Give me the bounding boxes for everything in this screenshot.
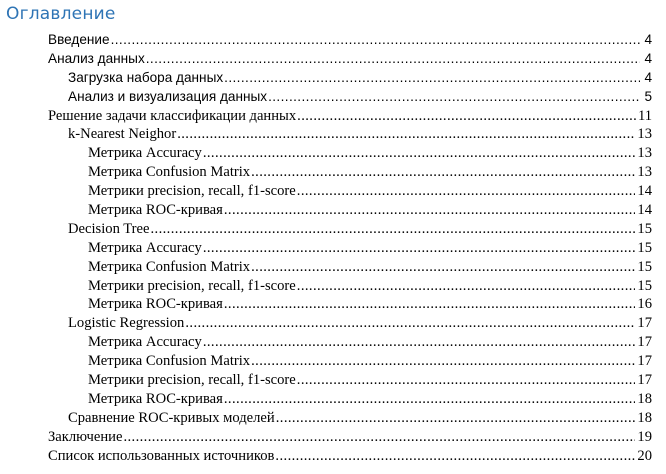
toc-entry[interactable]	[0, 182, 666, 201]
dot-leader	[251, 163, 635, 182]
dot-leader	[224, 69, 640, 88]
toc-entry[interactable]	[0, 295, 666, 314]
toc-entry-label: Logistic Regression	[68, 315, 185, 332]
toc-entry-page-number: 4	[644, 69, 652, 85]
toc-entry[interactable]	[0, 390, 666, 409]
dot-leader	[268, 88, 640, 107]
toc-entry[interactable]	[0, 314, 666, 333]
dot-leader	[203, 239, 636, 258]
dot-leader	[146, 50, 640, 69]
toc-entry-page-number: 13	[637, 164, 652, 181]
dot-leader	[111, 31, 640, 50]
dot-leader	[275, 447, 635, 466]
toc-entry[interactable]	[0, 239, 666, 258]
dot-leader	[123, 428, 635, 447]
toc-entry-page-number: 15	[637, 239, 652, 256]
toc-entry-page-number: 4	[644, 32, 652, 47]
toc-entry[interactable]	[0, 428, 666, 447]
toc-entry[interactable]	[0, 258, 666, 277]
toc-entry-label: Метрика Confusion Matrix	[88, 164, 251, 181]
toc-entry[interactable]	[0, 277, 666, 296]
toc-entry-label: Сравнение ROC-кривых моделей	[68, 409, 275, 426]
toc-entry-page-number: 17	[637, 353, 652, 370]
toc-title: Оглавление	[6, 4, 116, 24]
toc-entry-label: Загрузка набора данных	[68, 69, 224, 85]
toc-entry-label: Метрики precision, recall, f1-score	[88, 372, 296, 389]
toc-entry-page-number: 18	[637, 409, 652, 426]
toc-entry-label: Введение	[48, 32, 110, 47]
toc-entry-label: Заключение	[48, 428, 123, 445]
toc-entry-label: Метрика Confusion Matrix	[88, 258, 251, 275]
toc-entry-page-number: 13	[637, 126, 652, 143]
toc-entry-page-number: 14	[637, 183, 652, 200]
toc-entry[interactable]	[0, 107, 666, 126]
toc-entry[interactable]	[0, 352, 666, 371]
toc-entry-label: Decision Tree	[68, 220, 150, 237]
toc-entry-label: Метрика Confusion Matrix	[88, 353, 251, 370]
toc-entry-page-number: 4	[644, 50, 652, 66]
toc-entry-label: Метрика ROC-кривая	[88, 202, 223, 219]
dot-leader	[150, 220, 635, 239]
toc-entry-label: Метрика Accuracy	[88, 334, 202, 351]
toc-entry-page-number: 14	[637, 202, 652, 219]
toc-entry[interactable]	[0, 371, 666, 390]
toc-entry[interactable]	[0, 333, 666, 352]
toc-entry[interactable]	[0, 31, 666, 50]
toc-entry-page-number: 17	[637, 334, 652, 351]
toc-entry-label: Метрики precision, recall, f1-score	[88, 277, 296, 294]
toc-entry-label: Метрика ROC-кривая	[88, 390, 223, 407]
toc-entry-label: Метрика Accuracy	[88, 239, 202, 256]
toc-entry-label: Список использованных источников	[48, 447, 275, 464]
toc-entry-label: Анализ и визуализация данных	[68, 88, 268, 104]
toc-entry[interactable]	[0, 125, 666, 144]
toc-entry-page-number: 16	[637, 296, 652, 313]
dot-leader	[185, 314, 635, 333]
toc-entry[interactable]	[0, 88, 666, 107]
dot-leader	[177, 125, 635, 144]
toc-entry-label: Метрика Accuracy	[88, 145, 202, 162]
toc-entry-page-number: 17	[637, 372, 652, 389]
dot-leader	[203, 333, 636, 352]
toc-entry-page-number: 11	[637, 107, 652, 124]
toc-entry[interactable]	[0, 447, 666, 466]
toc-entry[interactable]	[0, 201, 666, 220]
toc-entry-label: Анализ данных	[48, 50, 145, 66]
toc-entry[interactable]	[0, 409, 666, 428]
toc-entry-label: Метрика ROC-кривая	[88, 296, 223, 313]
toc-entry[interactable]	[0, 144, 666, 163]
dot-leader	[251, 258, 635, 277]
toc-list	[0, 31, 666, 465]
toc-entry-page-number: 5	[644, 88, 652, 104]
dot-leader	[224, 201, 636, 220]
toc-entry-label: Решение задачи классификации данных	[48, 107, 297, 124]
toc-entry[interactable]	[0, 220, 666, 239]
dot-leader	[297, 371, 636, 390]
toc-entry[interactable]	[0, 163, 666, 182]
toc-entry[interactable]	[0, 50, 666, 69]
toc-entry-label: Метрики precision, recall, f1-score	[88, 183, 296, 200]
toc-entry-page-number: 18	[637, 390, 652, 407]
dot-leader	[224, 390, 636, 409]
toc-entry-page-number: 20	[637, 447, 652, 464]
toc-entry[interactable]	[0, 69, 666, 88]
toc-entry-page-number: 17	[637, 315, 652, 332]
dot-leader	[297, 107, 636, 126]
dot-leader	[297, 182, 636, 201]
toc-entry-page-number: 15	[637, 220, 652, 237]
toc-entry-label: k-Nearest Neighor	[68, 126, 177, 143]
dot-leader	[251, 352, 635, 371]
dot-leader	[276, 409, 636, 428]
dot-leader	[203, 144, 636, 163]
toc-entry-page-number: 15	[637, 277, 652, 294]
dot-leader	[297, 277, 636, 296]
toc-entry-page-number: 13	[637, 145, 652, 162]
toc-entry-page-number: 19	[637, 428, 652, 445]
toc-entry-page-number: 15	[637, 258, 652, 275]
dot-leader	[224, 295, 636, 314]
